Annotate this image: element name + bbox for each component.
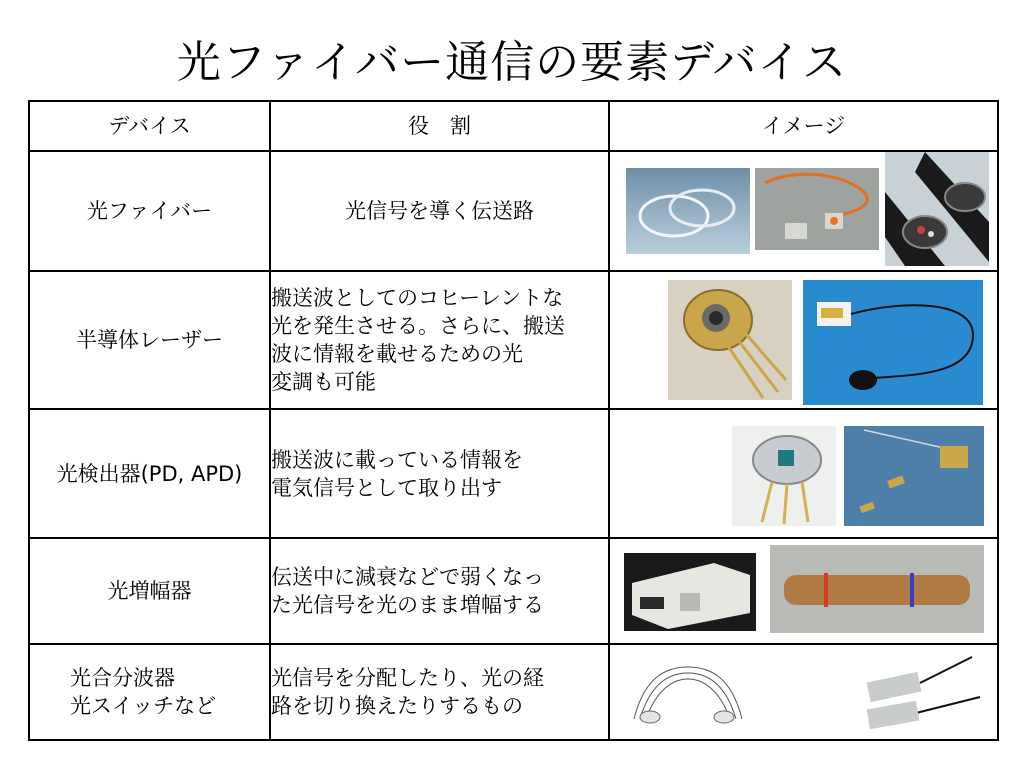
amplifier-module-photo <box>770 545 984 633</box>
table-row <box>29 644 998 740</box>
table-row <box>29 409 998 538</box>
role-line: 伝送中に減衰などで弱くなっ <box>271 565 544 589</box>
device-cell: 光検出器(PD, APD) <box>29 409 270 538</box>
role-cell <box>270 271 609 409</box>
role-line: 光信号を導く伝送路 <box>345 199 534 223</box>
optical-switch-photo <box>860 653 986 733</box>
image-cell <box>609 644 998 740</box>
fiber-coil-photo <box>626 168 750 254</box>
image-cell <box>609 538 998 644</box>
header-device: デバイス <box>29 101 270 151</box>
table-header-row <box>29 101 998 151</box>
photodetector-module-photo <box>844 426 984 526</box>
role-line: 搬送波としてのコヒーレントな <box>271 286 564 310</box>
role-line: 搬送波に載っている情報を <box>271 447 523 472</box>
image-cell <box>609 271 998 409</box>
device-line: 光合分波器 <box>70 666 175 690</box>
role-line: 光信号を分配したり、光の経 <box>271 666 544 690</box>
header-image: イメージ <box>609 101 998 151</box>
role-cell <box>270 409 609 538</box>
device-cell: 光ファイバー <box>29 151 270 271</box>
image-cell <box>609 409 998 538</box>
laser-module-photo <box>803 280 983 405</box>
laser-diode-photo <box>668 280 792 400</box>
role-line: 路を切り換えたりするもの <box>271 694 523 718</box>
role-line: 変調も可能 <box>271 370 376 394</box>
device-cell: 光増幅器 <box>29 538 270 644</box>
header-role: 役 割 <box>270 101 609 151</box>
role-cell <box>270 644 609 740</box>
table-row <box>29 271 998 409</box>
photodiode-photo <box>732 426 836 526</box>
table-row <box>29 151 998 271</box>
role-line: た光信号を光のまま増幅する <box>271 593 544 617</box>
role-cell <box>270 538 609 644</box>
device-table <box>28 100 999 741</box>
device-cell: 半導体レーザー <box>29 271 270 409</box>
role-line: 光を発生させる。さらに、搬送 <box>271 314 565 338</box>
role-cell <box>270 151 609 271</box>
fiber-cable-photo <box>885 152 989 266</box>
table-row <box>29 538 998 644</box>
image-cell <box>609 151 998 271</box>
page-title: 光ファイバー通信の要素デバイス <box>176 37 848 88</box>
fiber-patch-cord-photo <box>755 168 879 250</box>
waveguide-diagram <box>624 659 752 727</box>
amplifier-unit-photo <box>624 553 756 631</box>
device-cell <box>29 644 270 740</box>
role-line: 波に情報を載せるための光 <box>271 342 523 366</box>
role-line: 電気信号として取り出す <box>271 475 502 500</box>
device-line: 光スイッチなど <box>70 694 217 718</box>
